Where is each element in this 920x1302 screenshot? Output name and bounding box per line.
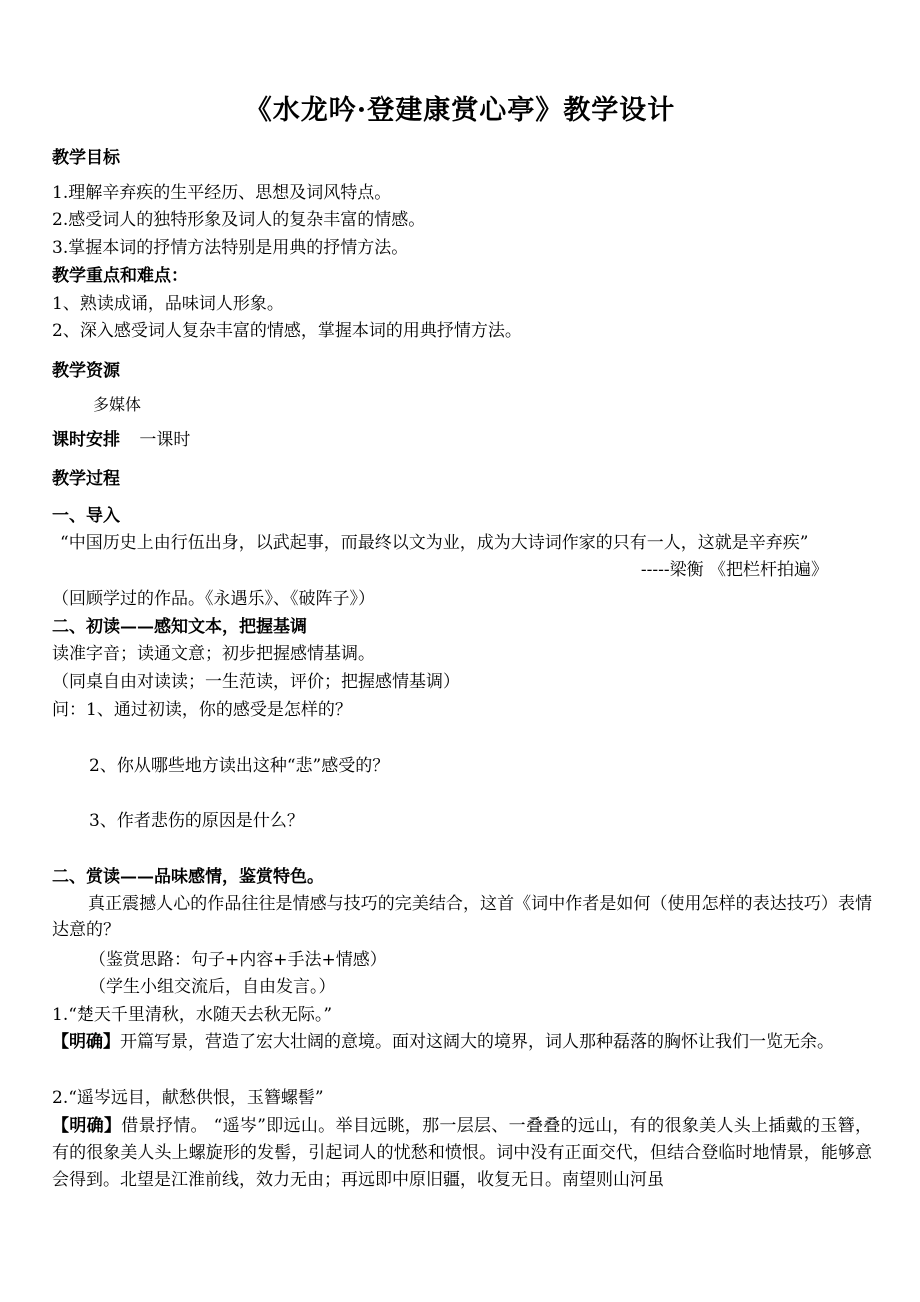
appreciation-paragraph: 真正震撼人心的作品往往是情感与技巧的完美结合，这首《词中作者是如何（使用怎样的表达技巧）表情达意的？ — [52, 894, 872, 940]
first-reading-line: 读准字音；读通文意；初步把握感情基调。 — [52, 644, 375, 664]
objective-item: 1.理解辛弃疾的生平经历、思想及词风特点。 — [52, 183, 392, 203]
first-reading-line: （同桌自由对读读；一生范读，评价；把握感情基调） — [52, 672, 460, 692]
question-3: 3、作者悲伤的原因是什么？ — [89, 811, 304, 831]
item-1-label: 【明确】 — [52, 1032, 120, 1052]
document-title: 《水龙吟·登建康赏心亭》教学设计 — [244, 95, 676, 126]
item-1-text: 开篇写景，营造了宏大壮阔的意境。面对这阔大的境界，词人那种磊落的胸怀让我们一览无余。 — [120, 1032, 834, 1052]
key-point-item: 2、深入感受词人复杂丰富的情感，掌握本词的用典抒情方法。 — [52, 321, 522, 341]
appreciation-hint: （鉴赏思路：句子+内容+手法+情感） — [89, 950, 387, 970]
schedule-line — [52, 427, 872, 453]
appreciation-heading: 二、赏读——品味感情，鉴赏特色。 — [52, 867, 324, 887]
objective-item: 3.掌握本词的抒情方法特别是用典的抒情方法。 — [52, 238, 409, 258]
item-1-quote: 1.“楚天千里清秋，水随天去秋无际。” — [52, 1005, 333, 1025]
intro-source: -----梁衡 《把栏杆拍遍》 — [640, 560, 828, 580]
resources-value: 多媒体 — [93, 395, 142, 414]
question-1: 问：1、通过初读，你的感受是怎样的？ — [52, 700, 352, 720]
intro-heading: 一、导入 — [52, 506, 120, 526]
objective-item: 2.感受词人的独特形象及词人的复杂丰富的情感。 — [52, 210, 426, 230]
question-2: 2、你从哪些地方读出这种“悲”感受的？ — [89, 756, 390, 776]
first-reading-heading: 二、初读——感知文本，把握基调 — [52, 617, 307, 637]
item-2-label: 【明确】 — [52, 1116, 122, 1136]
schedule-value: 一课时 — [139, 430, 191, 450]
item-1-explanation — [52, 1029, 872, 1055]
schedule-heading: 课时安排 — [52, 430, 120, 450]
objectives-heading: 教学目标 — [52, 148, 120, 168]
appreciation-hint: （学生小组交流后，自由发言。） — [89, 977, 336, 997]
key-points-heading: 教学重点和难点： — [52, 266, 188, 286]
item-2-quote: 2.“遥岑远目，献愁供恨，玉簪螺髻” — [52, 1088, 324, 1108]
intro-quote: “中国历史上由行伍出身，以武起事，而最终以文为业，成为大诗词作家的只有一人，这就是辛弃疾” — [60, 533, 809, 553]
process-heading: 教学过程 — [52, 469, 120, 489]
item-2-text: 借景抒情。 “遥岑”即远山。举目远眺，那一层层、一叠叠的远山，有的很象美人头上插戴的玉簪，有的很象美人头上螺旋形的发髻，引起词人的忧愁和愤恨。词中没有正面交代，但结合登临时地情景，能够意会得到。北望是江淮前线，效力无由；再远即中原旧疆，收复无日。南望则山河虽 — [52, 1116, 873, 1190]
item-2-explanation — [52, 1113, 872, 1194]
intro-review: （回顾学过的作品。《永遇乐》、《破阵子》） — [52, 589, 375, 609]
key-point-item: 1、熟读成诵，品味词人形象。 — [52, 294, 284, 314]
resources-heading: 教学资源 — [52, 361, 120, 381]
